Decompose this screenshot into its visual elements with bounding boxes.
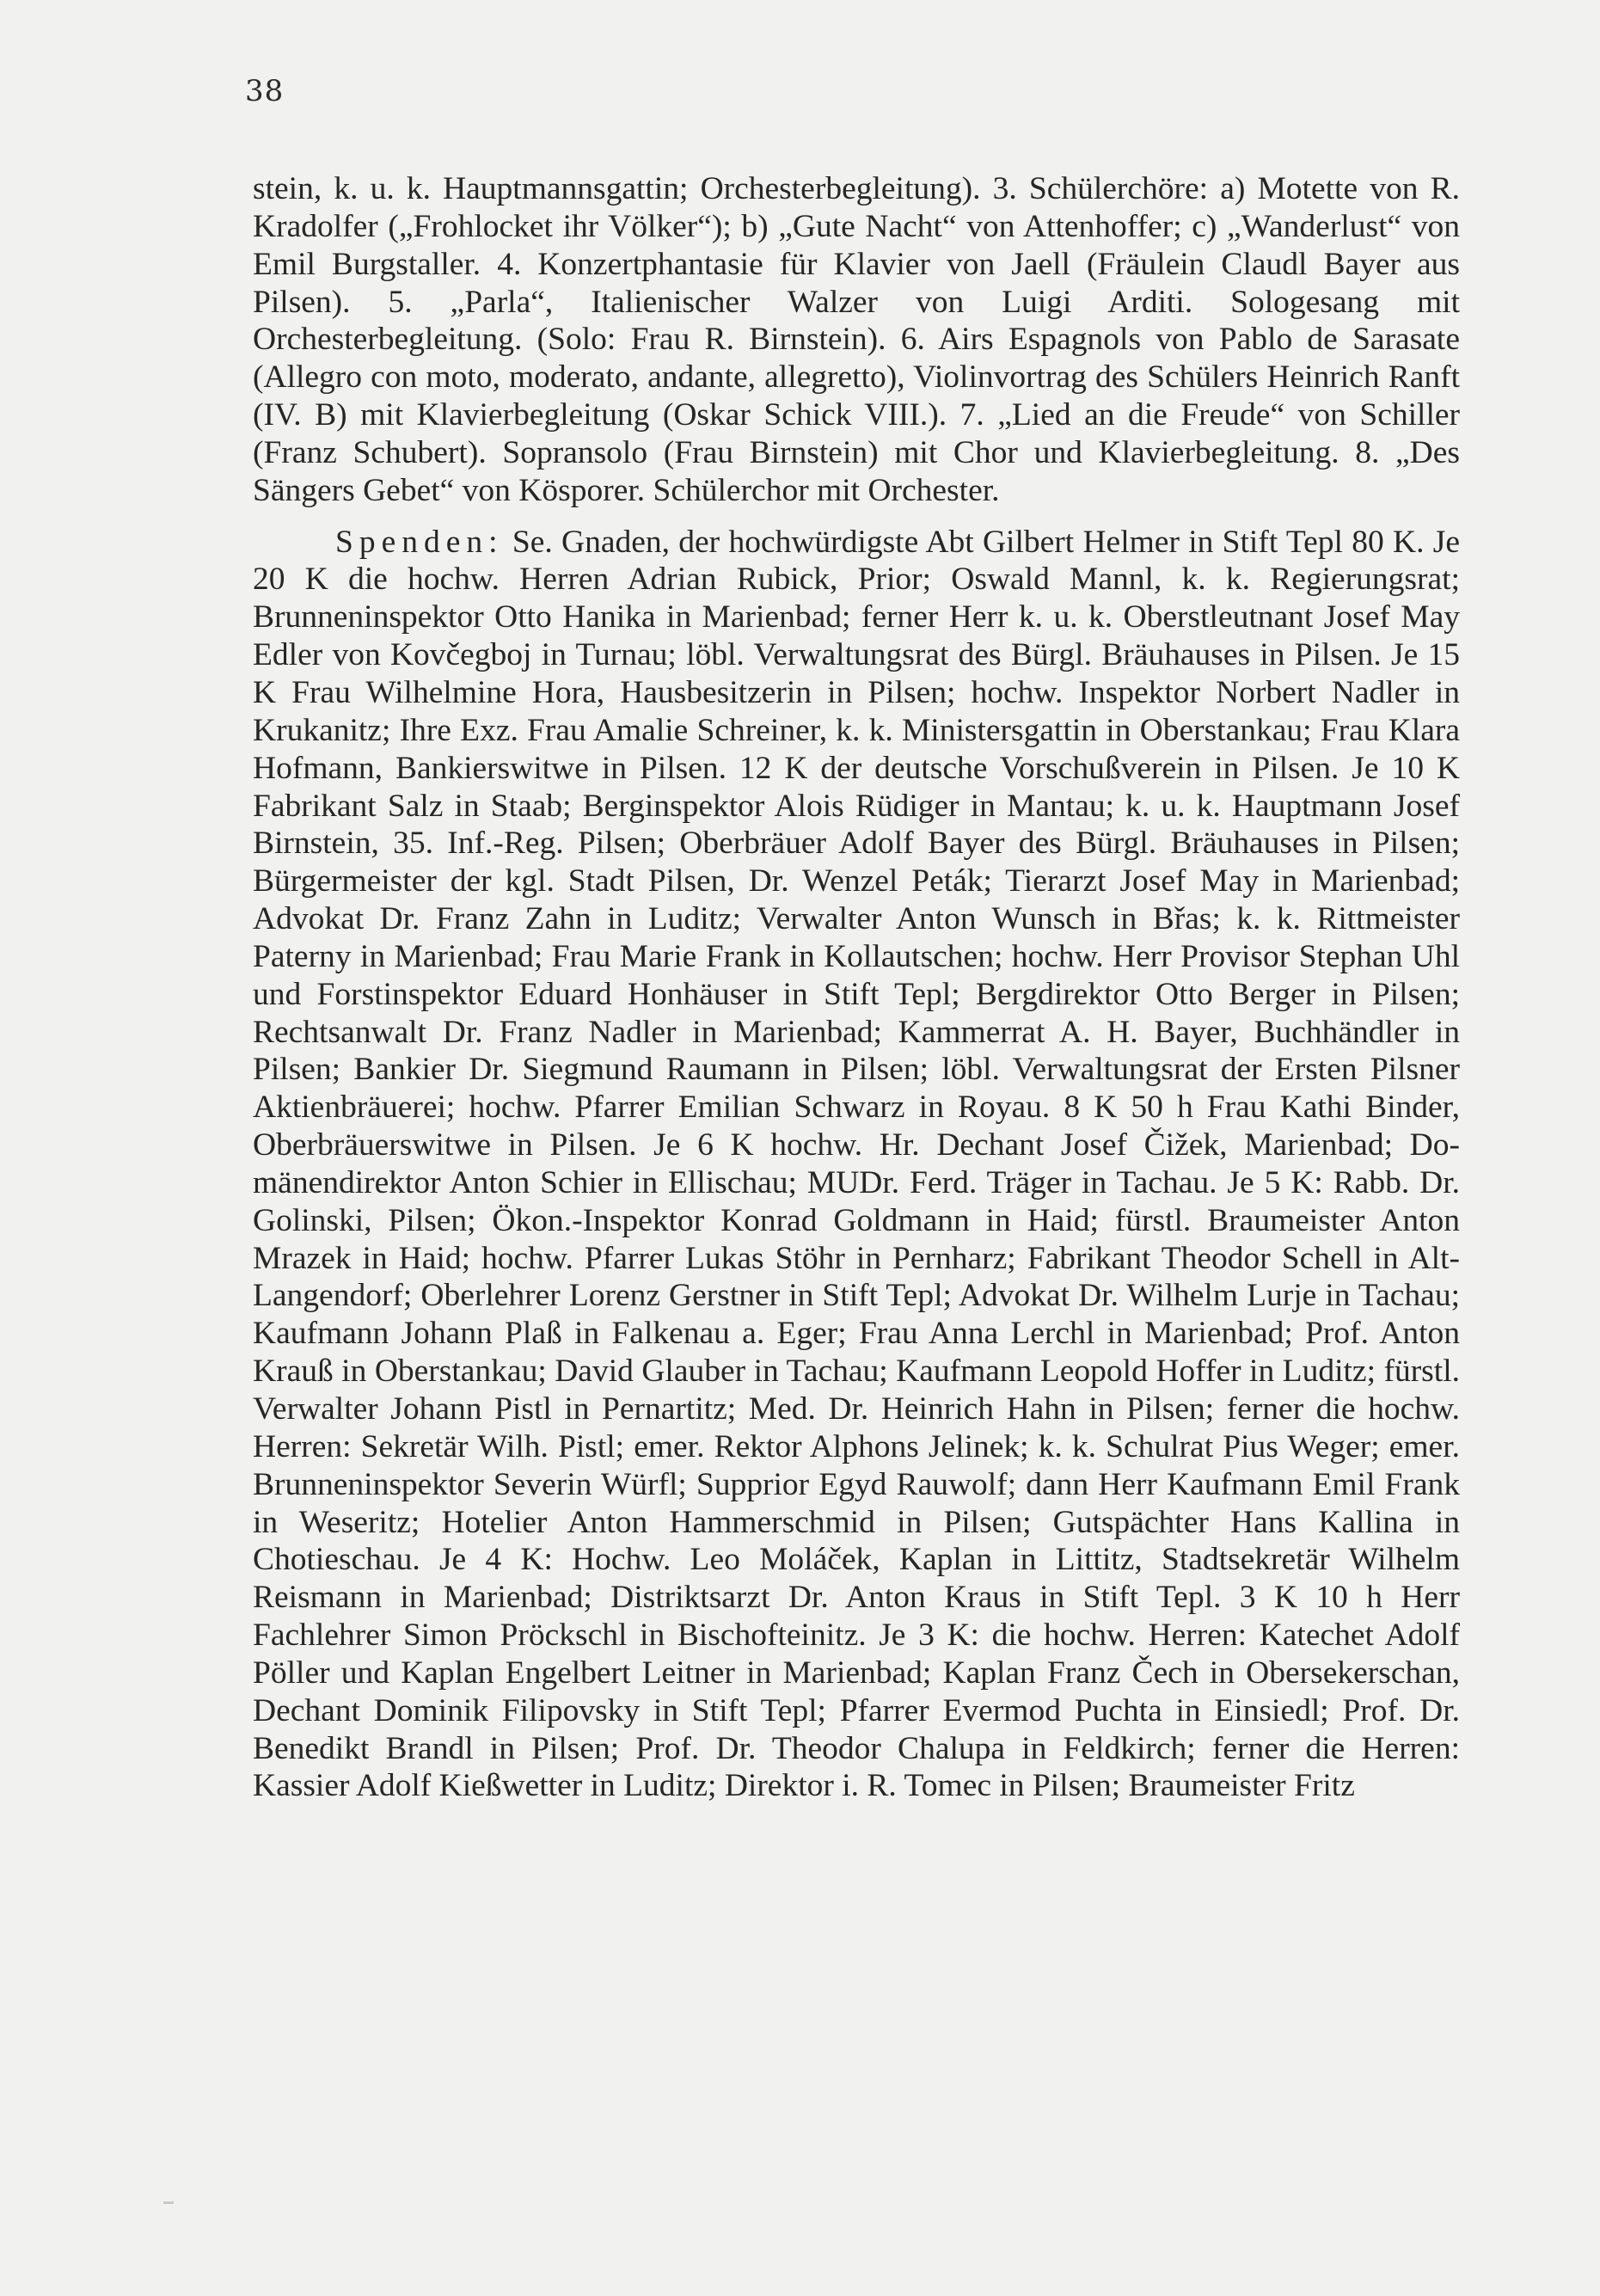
page-number: 38 xyxy=(245,74,285,108)
donations-text: Se. Gnaden, der hochwürdigste Abt Gilbert Helmer in Stift Tepl 80 K. Je 20 K die hochw. Herren Adrian Rubick, Prior; Oswald Mannl, k. k. Regierungsrat; Brunneninspektor Otto Hanika in Marienbad; ferner Herr k. u. k. Oberstleutnant Josef May Edler von Kovčegboj in Turnau; löbl. Verwaltungsrat des Bürgl. Bräuhauses in Pilsen. Je 15 K Frau Wilhelmine Hora, Hausbesitzerin in Pilsen; hochw. Inspektor Norbert Nadler in Krukanitz; Ihre Exz. Frau Amalie Schreiner, k. k. Ministersgattin in Oberstankau; Frau Klara Hofmann, Bankierswitwe in Pilsen. 12 K der deutsche Vorschußverein in Pilsen. Je 10 K Fabrikant Salz in Staab; Berginspektor Alois Rüdiger in Mantau; k. u. k. Hauptmann Josef Birnstein, 35. Inf.-Reg. Pilsen; Oberbräuer Adolf Bayer des Bürgl. Bräuhauses in Pilsen; Bürgermeister der kgl. Stadt Pilsen, Dr. Wenzel Peták; Tierarzt Josef May in Marienbad; Advokat Dr. Franz Zahn in Luditz; Verwalter Anton Wunsch in Břas; k. k. Rittmeister Paterny in Marienbad; Frau Marie Frank in Kollautschen; hochw. Herr Provisor Stephan Uhl und Forstinspektor Eduard Honhäuser in Stift Tepl; Bergdirektor Otto Berger in Pilsen; Rechtsanwalt Dr. Franz Nadler in Marienbad; Kammerrat A. H. Bayer, Buchhändler in Pilsen; Bankier Dr. Siegmund Raumann in Pilsen; löbl. Verwaltungsrat der Ersten Pilsner Aktienbräuerei; hochw. Pfarrer Emilian Schwarz in Royau. 8 K 50 h Frau Kathi Binder, Oberbräuerswitwe in Pilsen. Je 6 K hochw. Hr. Dechant Josef Čižek, Marienbad; Domänendirektor Anton Schier in Ellischau; MUDr. Ferd. Träger in Tachau. Je 5 K: Rabb. Dr. Golinski, Pilsen; Ökon.-Inspektor Konrad Goldmann in Haid; fürstl. Braumeister Anton Mrazek in Haid; hochw. Pfarrer Lukas Stöhr in Pernharz; Fabrikant Theodor Schell in Alt-Langendorf; Oberlehrer Lorenz Gerstner in Stift Tepl; Advokat Dr. Wilhelm Lurje in Tachau; Kaufmann Johann Plaß in Falkenau a. Eger; Frau Anna Lerchl in Marienbad; Prof. Anton Krauß in Oberstankau; David Glauber in Tachau; Kaufmann Leopold Hoffer in Luditz; fürstl. Verwalter Johann Pistl in Pernartitz; Med. Dr. Heinrich Hahn in Pilsen; ferner die hochw. Herren: Sekretär Wilh. Pistl; emer. Rektor Alphons Jelinek; k. k. Schulrat Pius Weger; emer. Brunneninspektor Severin Würfl; Supprior Egyd Rauwolf; dann Herr Kaufmann Emil Frank in Weseritz; Hotelier Anton Hammerschmid in Pilsen; Gutspächter Hans Kallina in Chotieschau. Je 4 K: Hochw. Leo Moláček, Kaplan in Littitz, Stadtsekretär Wilhelm Reismann in Marienbad; Distriktsarzt Dr. Anton Kraus in Stift Tepl. 3 K 10 h Herr Fachlehrer Simon Pröckschl in Bischofteinitz. Je 3 K: die hochw. Herren: Katechet Adolf Pöller und Kaplan Engelbert Leitner in Marienbad; Kaplan Franz Čech in Obersekerschan, Dechant Dominik Filipovsky in Stift Tepl; Pfarrer Evermod Puchta in Einsiedl; Prof. Dr. Benedikt Brandl in Pilsen; Prof. Dr. Theodor Chalupa in Feldkirch; ferner die Herren: Kassier Adolf Kießwetter in Luditz; Direktor i. R. Tomec in Pilsen; Braumeister Fritz xyxy=(253,524,1460,1804)
body-text xyxy=(253,170,1460,1805)
program-paragraph: stein, k. u. k. Hauptmannsgattin; Orchesterbegleitung). 3. Schülerchöre: a) Motette von R. Kradolfer („Frohlocket ihr Völker“); b) „Gute Nacht“ von Attenhoffer; c) „Wanderlust“ von Emil Burgstaller. 4. Konzertphantasie für Klavier von Jaell (Fräulein Claudl Bayer aus Pilsen). 5. „Parla“, Italienischer Walzer von Luigi Arditi. Sologesang mit Orchesterbegleitung. (Solo: Frau R. Birnstein). 6. Airs Espagnols von Pablo de Sarasate (Allegro con moto, moderato, andante, allegretto), Violinvortrag des Schülers Heinrich Ranft (IV. B) mit Klavierbegleitung (Oskar Schick VIII.). 7. „Lied an die Freude“ von Schiller (Franz Schubert). Sopransolo (Frau Birnstein) mit Chor und Klavierbegleitung. 8. „Des Sängers Gebet“ von Kösporer. Schülerchor mit Orchester. xyxy=(253,171,1460,508)
donations-paragraph xyxy=(253,524,1460,1806)
donations-heading: Spenden: xyxy=(335,524,504,560)
page-edge-mark xyxy=(163,2201,174,2204)
